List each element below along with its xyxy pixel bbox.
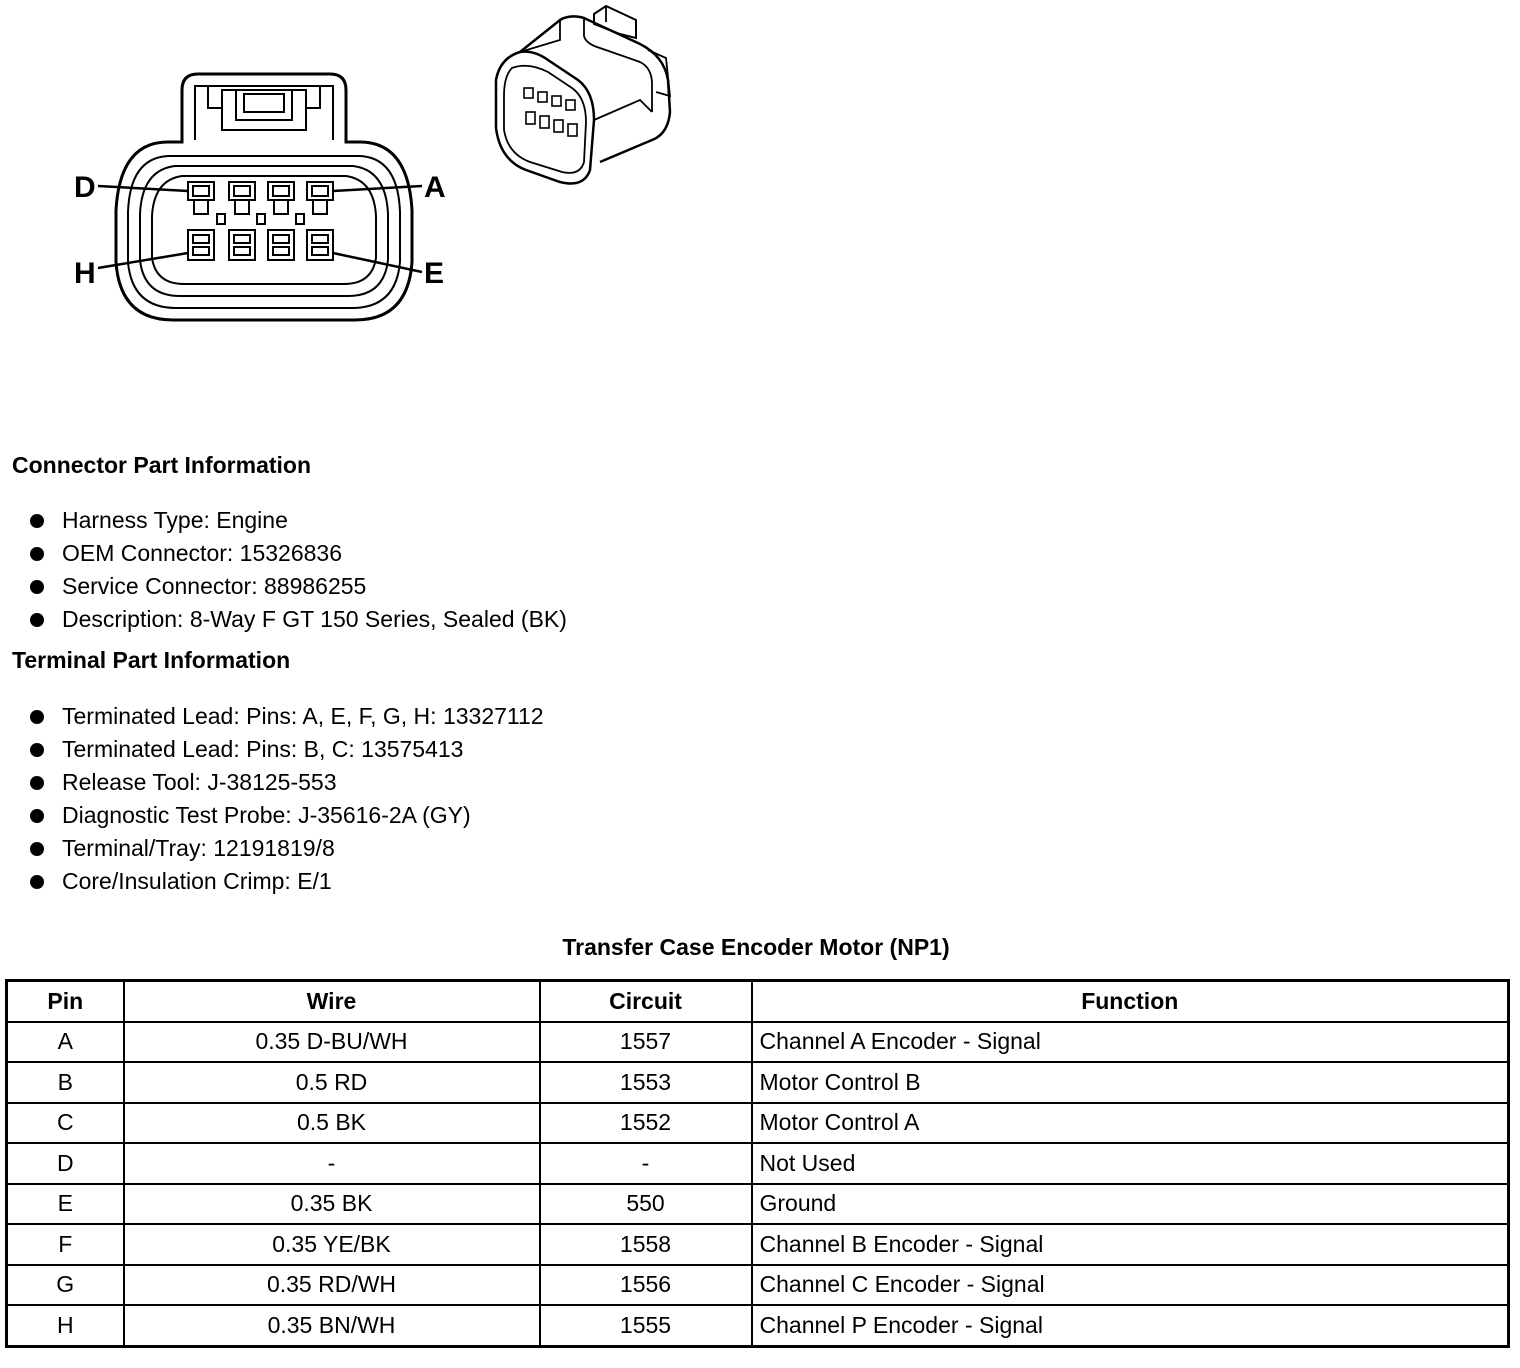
cell-circuit: 550 bbox=[540, 1184, 752, 1225]
cavity-row-top bbox=[188, 182, 333, 224]
cell-pin: G bbox=[7, 1265, 124, 1306]
list-item-text: Terminal/Tray: 12191819/8 bbox=[62, 835, 335, 861]
bullet-icon bbox=[30, 580, 44, 594]
cell-function: Motor Control A bbox=[752, 1103, 1509, 1144]
bullet-icon bbox=[30, 776, 44, 790]
cell-function: Channel C Encoder - Signal bbox=[752, 1265, 1509, 1306]
cell-circuit: 1558 bbox=[540, 1224, 752, 1265]
cell-wire: 0.35 BN/WH bbox=[124, 1305, 540, 1346]
pin-label-h: H bbox=[74, 257, 96, 290]
list-item bbox=[30, 537, 567, 570]
list-item bbox=[30, 504, 567, 537]
table-row bbox=[7, 1305, 1509, 1346]
cell-wire: 0.35 RD/WH bbox=[124, 1265, 540, 1306]
table-row bbox=[7, 1022, 1509, 1063]
connector-diagram bbox=[0, 0, 700, 340]
cell-circuit: 1556 bbox=[540, 1265, 752, 1306]
table-row bbox=[7, 1224, 1509, 1265]
cell-circuit: 1553 bbox=[540, 1062, 752, 1103]
list-item bbox=[30, 766, 544, 799]
list-item bbox=[30, 700, 544, 733]
bullet-icon bbox=[30, 547, 44, 561]
table-row bbox=[7, 1062, 1509, 1103]
header-wire: Wire bbox=[124, 981, 540, 1022]
list-item-text: Diagnostic Test Probe: J-35616-2A (GY) bbox=[62, 802, 471, 828]
list-item-text: Description: 8-Way F GT 150 Series, Sealed (BK) bbox=[62, 606, 567, 632]
cell-circuit: 1555 bbox=[540, 1305, 752, 1346]
bullet-icon bbox=[30, 809, 44, 823]
connector-info-heading: Connector Part Information bbox=[12, 452, 312, 478]
list-item bbox=[30, 865, 544, 898]
cell-wire: 0.35 BK bbox=[124, 1184, 540, 1225]
list-item-text: Harness Type: Engine bbox=[62, 507, 288, 533]
cell-pin: F bbox=[7, 1224, 124, 1265]
table-row bbox=[7, 1143, 1509, 1184]
table-row bbox=[7, 1265, 1509, 1306]
header-pin: Pin bbox=[7, 981, 124, 1022]
table-title: Transfer Case Encoder Motor (NP1) bbox=[562, 934, 950, 960]
cell-pin: E bbox=[7, 1184, 124, 1225]
pin-label-d: D bbox=[74, 171, 96, 204]
table-row bbox=[7, 1184, 1509, 1225]
cell-function: Motor Control B bbox=[752, 1062, 1509, 1103]
connector-info-list bbox=[30, 504, 567, 636]
list-item-text: Terminated Lead: Pins: B, C: 13575413 bbox=[62, 736, 464, 762]
list-item-text: Core/Insulation Crimp: E/1 bbox=[62, 868, 332, 894]
table-header-row bbox=[7, 981, 1509, 1022]
list-item-text: OEM Connector: 15326836 bbox=[62, 540, 343, 566]
cell-circuit: - bbox=[540, 1143, 752, 1184]
cell-pin: B bbox=[7, 1062, 124, 1103]
list-item bbox=[30, 799, 544, 832]
cell-circuit: 1557 bbox=[540, 1022, 752, 1063]
cell-circuit: 1552 bbox=[540, 1103, 752, 1144]
connector-face-view bbox=[98, 74, 422, 320]
cell-pin: D bbox=[7, 1143, 124, 1184]
cell-pin: C bbox=[7, 1103, 124, 1144]
cell-pin: A bbox=[7, 1022, 124, 1063]
cell-wire: 0.5 RD bbox=[124, 1062, 540, 1103]
list-item-text: Terminated Lead: Pins: A, E, F, G, H: 13327112 bbox=[62, 703, 544, 729]
list-item bbox=[30, 603, 567, 636]
cell-wire: 0.5 BK bbox=[124, 1103, 540, 1144]
cell-function: Ground bbox=[752, 1184, 1509, 1225]
header-function: Function bbox=[752, 981, 1509, 1022]
pin-label-a: A bbox=[424, 171, 446, 204]
pin-label-e: E bbox=[424, 257, 445, 290]
bullet-icon bbox=[30, 842, 44, 856]
cavity-row-bottom bbox=[188, 230, 333, 260]
list-item-text: Service Connector: 88986255 bbox=[62, 573, 367, 599]
cell-pin: H bbox=[7, 1305, 124, 1346]
terminal-info-heading: Terminal Part Information bbox=[12, 647, 291, 673]
terminal-info-list bbox=[30, 700, 544, 898]
bullet-icon bbox=[30, 875, 44, 889]
cell-function: Channel A Encoder - Signal bbox=[752, 1022, 1509, 1063]
bullet-icon bbox=[30, 613, 44, 627]
connector-isometric-view bbox=[496, 6, 670, 184]
bullet-icon bbox=[30, 514, 44, 528]
cell-function: Channel B Encoder - Signal bbox=[752, 1224, 1509, 1265]
list-item-text: Release Tool: J-38125-553 bbox=[62, 769, 337, 795]
cell-function: Channel P Encoder - Signal bbox=[752, 1305, 1509, 1346]
list-item bbox=[30, 832, 544, 865]
cell-function: Not Used bbox=[752, 1143, 1509, 1184]
cell-wire: 0.35 D-BU/WH bbox=[124, 1022, 540, 1063]
header-circuit: Circuit bbox=[540, 981, 752, 1022]
pin-table bbox=[5, 979, 1510, 1348]
table-row bbox=[7, 1103, 1509, 1144]
cell-wire: 0.35 YE/BK bbox=[124, 1224, 540, 1265]
cell-wire: - bbox=[124, 1143, 540, 1184]
bullet-icon bbox=[30, 710, 44, 724]
list-item bbox=[30, 733, 544, 766]
bullet-icon bbox=[30, 743, 44, 757]
list-item bbox=[30, 570, 567, 603]
